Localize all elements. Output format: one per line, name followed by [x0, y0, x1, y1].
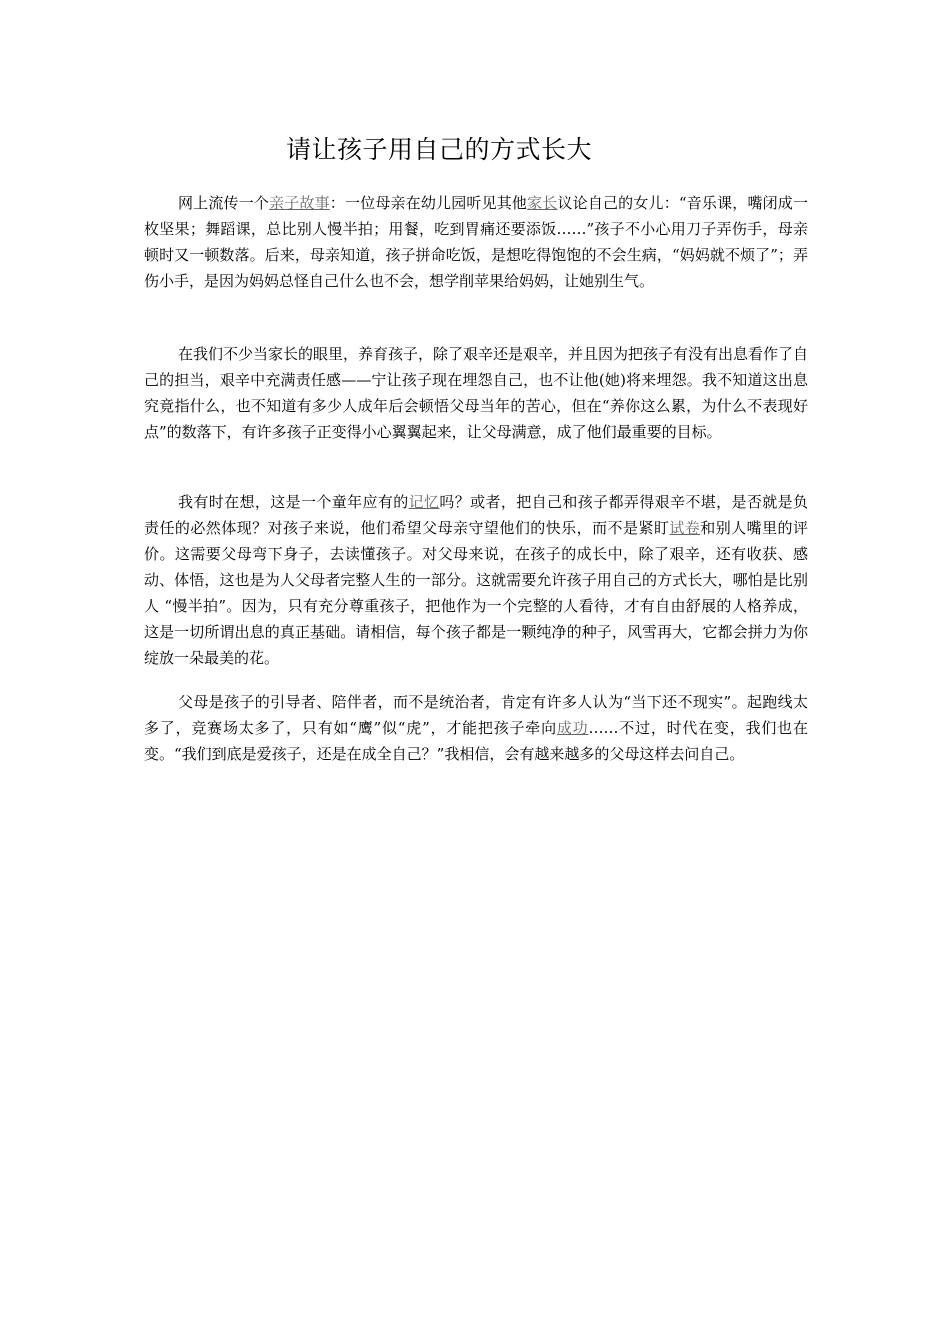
- paragraph-text: ……不过，时代在变，我们也在变。“我们到底是爱孩子，还是在成全自己？”我相信，会有越来越多的父母这样去问自己。: [144, 719, 808, 763]
- paragraph-text: 网上流传一个: [178, 194, 270, 212]
- paragraph-1: [144, 190, 808, 294]
- link-parenting-story[interactable]: 亲子故事: [269, 194, 330, 212]
- paragraph-text: 和别人嘴里的评价。这需要父母弯下身子，去读懂孩子。对父母来说，在孩子的成长中，除了艰辛，还有收获、感动、体悟，这也是为人父母者完整人生的一部分。这就需要允许孩子用自己的方式长大，哪怕是比别人 “慢半拍”。因为，只有充分尊重孩子，把他作为一个完整的人看待，才有自由舒展的人格养成，这是一切所谓出息的真正基础。请相信，每个孩子都是一颗纯净的种子，风雪再大，它都会拼力为你绽放一朵最美的花。: [144, 519, 808, 667]
- paragraph-4: [144, 689, 808, 767]
- paragraph-text: 我有时在想，这是一个童年应有的: [178, 493, 409, 511]
- paragraph-3: [144, 489, 808, 671]
- document-title: 请让孩子用自己的方式长大: [286, 135, 593, 164]
- paragraph-text: 在我们不少当家长的眼里，养育孩子，除了艰辛还是艰辛，并且因为把孩子有没有出息看作了自己的担当，艰辛中充满责任感——宁让孩子现在埋怨自己，也不让他(她)将来埋怨。我不知道这出息究竟指什么，也不知道有多少人成年后会顿悟父母当年的苦心，但在“养你这么累，为什么不表现好点”的数落下，有许多孩子正变得小心翼翼起来，让父母满意，成了他们最重要的目标。: [144, 345, 809, 441]
- link-memory[interactable]: 记忆: [408, 493, 440, 511]
- paragraph-text: ：一位母亲在幼儿园听见其他: [329, 194, 528, 212]
- paragraph-text: 吗？或者，把自己和孩子都弄得艰辛不堪，是否就是负责任的必然体现？对孩子来说，他们希望父母亲守望他们的快乐，而不是紧盯: [144, 493, 808, 537]
- link-exam-paper[interactable]: 试卷: [669, 519, 701, 537]
- link-success[interactable]: 成功: [556, 719, 589, 737]
- paragraph-text: 父母是孩子的引导者、陪伴者，而不是统治者，肯定有许多人认为“当下还不现实”。起跑线太多了，竞赛场太多了，只有如“鹰”似“虎”，才能把孩子牵向: [144, 693, 808, 737]
- link-parents[interactable]: 家长: [527, 194, 558, 212]
- paragraph-text: 议论自己的女儿：“音乐课，嘴闭成一枚坚果；舞蹈课，总比别人慢半拍；用餐，吃到胃痛还要添饭……”孩子不小心用刀子弄伤手，母亲顿时又一顿数落。后来，母亲知道，孩子拼命吃饭，是想吃得饱饱的不会生病，“妈妈就不烦了”；弄伤小手，是因为妈妈总怪自己什么也不会，想学削苹果给妈妈，让她别生气。: [144, 194, 808, 290]
- paragraph-2: [144, 341, 808, 445]
